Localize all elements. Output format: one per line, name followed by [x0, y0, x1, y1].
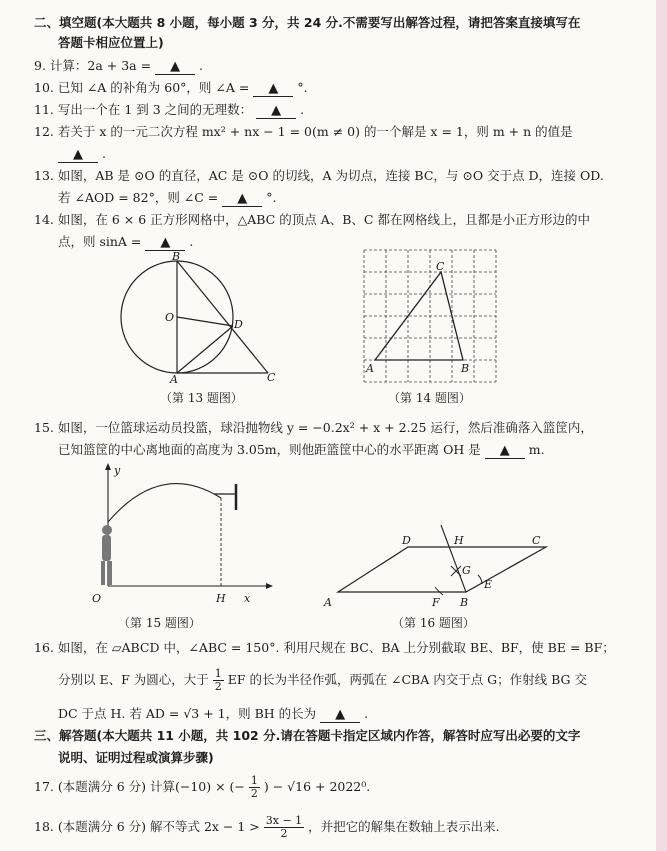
section3-title: 三、解答题(本大题共 11 小题，共 102 分.请在答题卡指定区域内作答，解答时应写出必要的文字 — [34, 728, 581, 743]
grid-lines — [364, 250, 496, 382]
answer-blank[interactable]: ▲ — [145, 235, 185, 251]
answer-blank[interactable]: ▲ — [58, 147, 98, 163]
label-a: A — [324, 596, 332, 609]
label-d: D — [234, 318, 243, 331]
question-16: 16. 如图，在 ▱ABCD 中，∠ABC = 150°. 利用尺规在 BC、BA 上分别截取 BE、BF，使 BE = BF； — [34, 640, 615, 655]
label-y: y — [114, 464, 121, 477]
label-f: F — [432, 596, 440, 609]
question-14-cont: 点，则 sinA = ▲ . — [58, 234, 194, 250]
question-15-cont: 已知篮筐的中心离地面的高度为 3.05m，则他距篮筐中心的水平距离 OH 是 ▲ m. — [58, 442, 545, 458]
question-12: 12. 若关于 x 的一元二次方程 mx² + nx − 1 = 0(m ≠ 0) 的一个解是 x = 1，则 m + n 的值是 — [34, 124, 573, 139]
question-11: 11. 写出一个在 1 到 3 之间的无理数： ▲ . — [34, 102, 305, 118]
figure-15 — [86, 462, 276, 612]
player-icon — [101, 525, 112, 585]
fraction: $\frac{1}{2}$ — [250, 774, 258, 800]
label-a: A — [170, 373, 178, 386]
figure-16 — [318, 530, 558, 610]
arc-f — [435, 587, 443, 595]
label-b: B — [461, 362, 470, 375]
section2-title: 二、填空题(本大题共 8 小题，每小题 3 分，共 24 分.不需要写出解答过程，请把答案直接填写在 — [34, 15, 581, 30]
label-c: C — [267, 371, 276, 384]
segment-od — [177, 317, 233, 326]
figure-13-caption: （第 13 题图） — [160, 391, 243, 405]
label-g: G — [462, 564, 471, 577]
ball-trajectory — [108, 484, 221, 522]
answer-blank[interactable]: ▲ — [320, 707, 360, 723]
page-edge — [656, 0, 667, 851]
question-9: 9. 计算：2a + 3a = ▲ . — [34, 58, 204, 74]
question-10: 10. 已知 ∠A 的补角为 60°，则 ∠A = ▲ °. — [34, 80, 308, 96]
label-e: E — [484, 578, 493, 591]
question-12-answer: ▲ . — [58, 146, 106, 163]
label-b: B — [172, 250, 181, 263]
figure-14-caption: （第 14 题图） — [388, 391, 471, 405]
question-13: 13. 如图，AB 是 ⊙O 的直径，AC 是 ⊙O 的切线，A 为切点，连接 BC，与 ⊙O 交于点 D，连接 OD. — [34, 168, 604, 183]
label-b: B — [460, 596, 469, 609]
answer-blank[interactable]: ▲ — [155, 59, 195, 75]
label-c: C — [532, 534, 541, 547]
label-x: x — [244, 592, 251, 605]
section2-title-cont: 答题卡相应位置上) — [58, 35, 164, 50]
question-14: 14. 如图，在 6 × 6 正方形网格中，△ABC 的顶点 A、B、C 都在网格线上，且都是小正方形边的中 — [34, 212, 590, 227]
label-h: H — [454, 534, 464, 547]
answer-blank[interactable]: ▲ — [256, 103, 296, 119]
label-o: O — [92, 592, 102, 605]
segment-bc — [177, 261, 268, 373]
answer-blank[interactable]: ▲ — [485, 443, 525, 459]
question-16-cont: 分别以 E、F 为圆心，大于 $\frac{1}{2}$ EF 的长为半径作弧，两弧在 ∠CBA 内交于点 G；作射线 BG 交 — [58, 667, 587, 693]
label-h: H — [216, 592, 226, 605]
figure-13 — [110, 250, 290, 390]
question-18: 18. (本题满分 6 分) 解不等式 2x − 1 > $\frac{3x - 1}{2}$ ，并把它的解集在数轴上表示出来. — [34, 814, 500, 840]
label-d: D — [402, 534, 411, 547]
fraction: $\frac{3x - 1}{2}$ — [265, 814, 303, 840]
figure-16-caption: （第 16 题图） — [392, 616, 475, 630]
parallelogram-abcd — [338, 547, 546, 592]
figure-14 — [364, 250, 499, 382]
question-15: 15. 如图，一位篮球运动员投篮，球沿抛物线 y = −0.2x² + x + 2.25 运行，然后准确落入篮筐内， — [34, 420, 593, 435]
answer-blank[interactable]: ▲ — [253, 81, 293, 97]
question-17: 17. (本题满分 6 分) 计算(−10) × (− $\frac{1}{2}$ ) − √16 + 2022⁰. — [34, 774, 371, 800]
label-c: C — [436, 260, 445, 273]
answer-blank[interactable]: ▲ — [222, 191, 262, 207]
figure-15-caption: （第 15 题图） — [118, 616, 201, 630]
section3-title-cont: 说明、证明过程或演算步骤) — [58, 750, 214, 765]
label-o: O — [165, 311, 175, 324]
question-13-cont: 若 ∠AOD = 82°，则 ∠C = ▲ °. — [58, 190, 277, 206]
arc-g — [451, 566, 461, 576]
fraction: $\frac{1}{2}$ — [214, 667, 222, 693]
question-16-cont2: DC 于点 H. 若 AD = √3 + 1，则 BH 的长为 ▲ . — [58, 706, 369, 722]
label-a: A — [366, 362, 374, 375]
